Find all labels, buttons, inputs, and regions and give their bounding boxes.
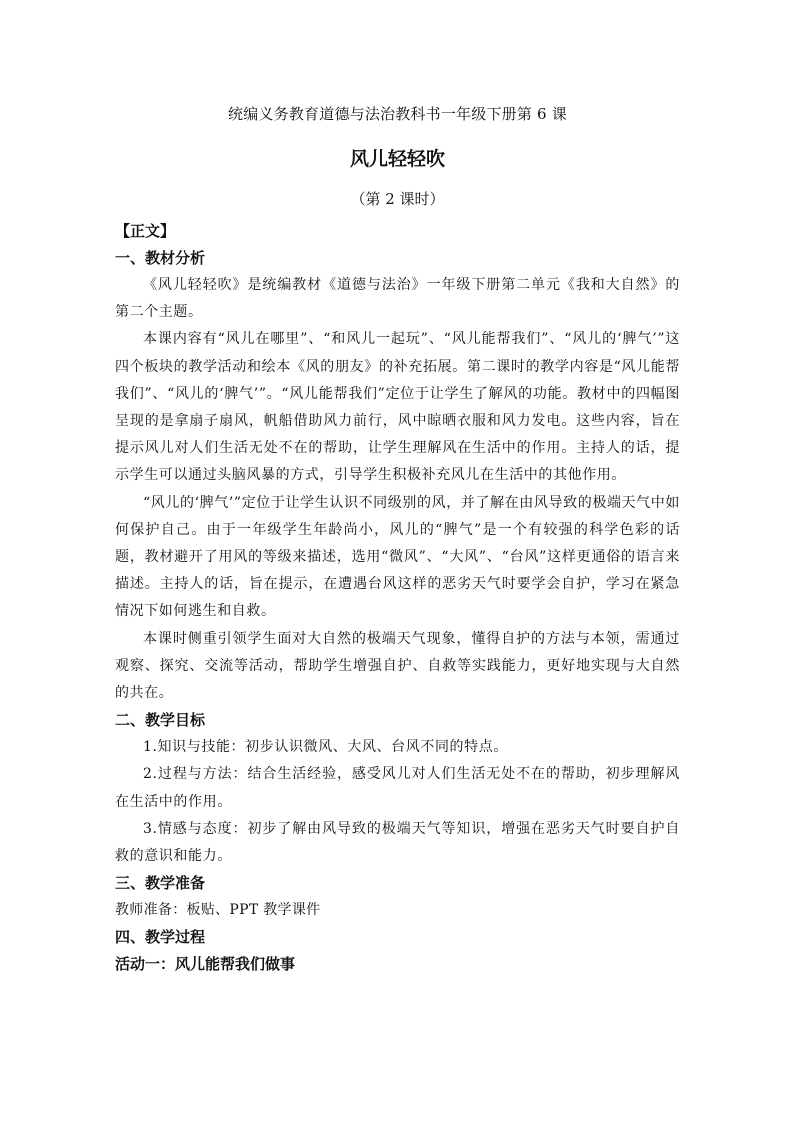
document-subtitle: 统编义务教育道德与法治教科书一年级下册第 6 课 bbox=[228, 105, 567, 123]
objective-emotion-attitude: 3.情感与态度：初步了解由风导致的极端天气等知识，增强在恶劣天气时要自护自救的意识和能力。 bbox=[115, 820, 680, 865]
heading-teaching-objectives: 二、教学目标 bbox=[115, 711, 206, 730]
paragraph-analysis-4: 本课时侧重引领学生面对大自然的极端天气现象，懂得自护的方法与本领，需通过观察、探究、交流等活动，帮助学生增强自护、自救等实践能力，更好地实现与大自然的共在。 bbox=[115, 630, 680, 702]
objective-process-methods: 2.过程与方法：结合生活经验，感受风儿对人们生活无处不在的帮助，初步理解风在生活中的作用。 bbox=[115, 766, 680, 810]
objective-knowledge-skills: 1.知识与技能：初步认识微风、大风、台风不同的特点。 bbox=[143, 739, 508, 756]
paragraph-analysis-1: 《风儿轻轻吹》是统编教材《道德与法治》一年级下册第二单元《我和大自然》的第二个主题。 bbox=[115, 277, 680, 321]
heading-teaching-process: 四、教学过程 bbox=[115, 928, 206, 947]
document-content bbox=[115, 102, 680, 978]
section-label-main-text: 【正文】 bbox=[115, 222, 176, 240]
heading-teaching-preparation: 三、教学准备 bbox=[115, 874, 206, 893]
teacher-preparation: 教师准备：板贴、PPT 教学课件 bbox=[115, 902, 321, 919]
heading-textbook-analysis: 一、教材分析 bbox=[115, 249, 206, 267]
activity-one-heading: 活动一：风儿能帮我们做事 bbox=[115, 955, 296, 974]
document-title: 风儿轻轻吹 bbox=[349, 148, 445, 170]
lesson-period: （第 2 课时） bbox=[350, 190, 445, 208]
paragraph-analysis-3: “风儿的‘脾气’”定位于让学生认识不同级别的风，并了解在由风导致的极端天气中如何保护自己。由于一年级学生年龄尚小，风儿的“脾气”是一个有较强的科学色彩的话题，教材避开了用风的等级来描述，选用“微风”、“大风”、“台风”这样更通俗的语言来描述。主持人的话，旨在提示，在遭遇台风这样的恶劣天气时要学会自护，学习在紧急情况下如何逃生和自救。 bbox=[115, 494, 680, 620]
paragraph-analysis-2: 本课内容有“风儿在哪里”、“和风儿一起玩”、“风儿能帮我们”、“风儿的‘脾气’”这四个板块的教学活动和绘本《风的朋友》的补充拓展。第二课时的教学内容是“风儿能帮我们”、“风儿的‘脾气’”。“风儿能帮我们”定位于让学生了解风的功能。教材中的四幅图呈现的是拿扇子扇风，帆船借助风力前行，风中晾晒衣服和风力发电。这些内容，旨在提示风儿对人们生活无处不在的帮助，让学生理解风在生活中的作用。主持人的话，提示学生可以通过头脑风暴的方式，引导学生积极补充风儿在生活中的其他作用。 bbox=[115, 331, 680, 484]
